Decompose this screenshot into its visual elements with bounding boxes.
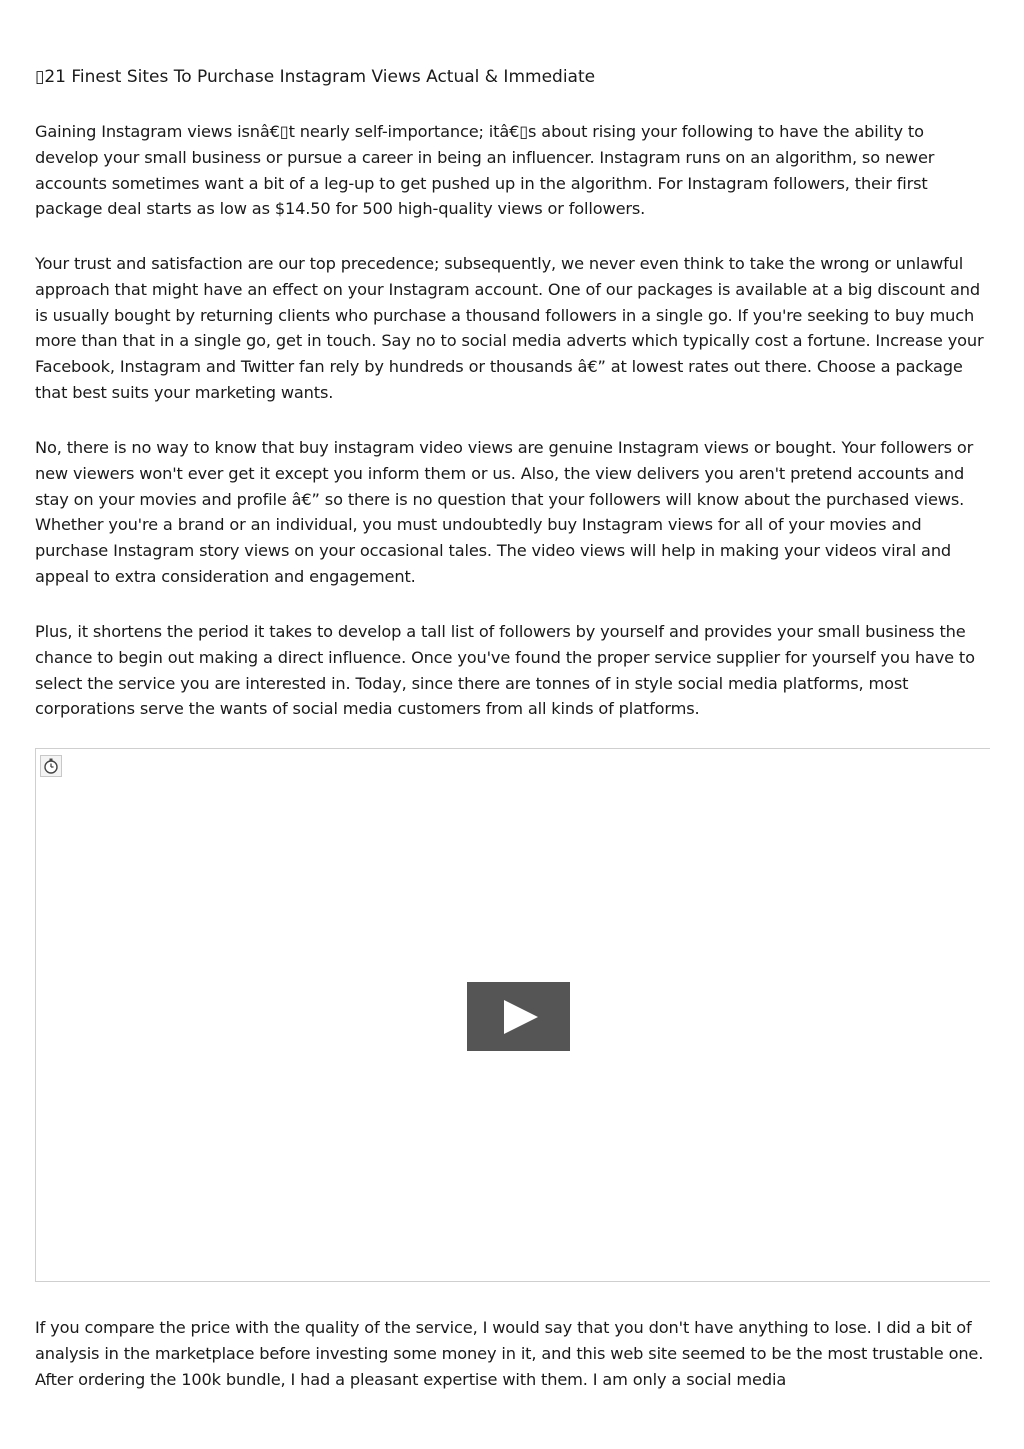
title-text: 21 Finest Sites To Purchase Instagram Views Actual & Immediate: [44, 67, 596, 87]
video-player[interactable]: [35, 748, 990, 1282]
paragraph-5: If you compare the price with the quality of the service, I would say that you don't have anything to lose. I did a bit of analysis in the marketplace before investing some money in it, and this web site seemed to be the most trustable one. After ordering the 100k bundle, I had a pleasant expertise with them. I am only a social media: [35, 1318, 984, 1389]
timer-icon: [40, 755, 62, 777]
timer-icon-graphic: [41, 756, 61, 776]
paragraph-3: No, there is no way to know that buy instagram video views are genuine Instagram views or bought. Your followers or new viewers won't ever get it except you inform them or us. Also, the view delivers you aren't pretend accounts and stay on your movies and profile â€” so there is no question that your followers will know about the purchased views. Whether you're a brand or an individual, you must undoubtedly buy Instagram views for all of your movies and purchase Instagram story views on your occasional tales. The video views will help in making your videos viral and appeal to extra consideration and engagement.: [35, 438, 974, 586]
paragraph-4: Plus, it shortens the period it takes to develop a tall list of followers by yourself and provides your small business the chance to begin out making a direct influence. Once you've found the proper service supplier for yourself you have to select the service you are interested in. Today, since there are tonnes of in style social media platforms, most corporations serve the wants of social media customers from all kinds of platforms.: [35, 622, 975, 719]
page-title: [35, 64, 595, 90]
play-button[interactable]: [467, 982, 570, 1051]
play-icon: [504, 1000, 538, 1034]
paragraph-2: Your trust and satisfaction are our top precedence; subsequently, we never even think to take the wrong or unlawful approach that might have an effect on your Instagram account. One of our packages is available at a big discount and is usually bought by returning clients who purchase a thousand followers in a single go. If you're seeking to buy much more than that in a single go, get in touch. Say no to social media adverts which typically cost a fortune. Increase your Facebook, Instagram and Twitter fan rely by hundreds or thousands â€” at lowest rates out there. Choose a package that best suits your marketing wants.: [35, 254, 984, 402]
title-prefix-glyph: ▯: [35, 67, 45, 87]
paragraph-1: Gaining Instagram views isnâ€▯t nearly self-importance; itâ€▯s about rising your following to have the ability to develop your small business or pursue a career in being an influencer. Instagram runs on an algorithm, so newer accounts sometimes want a bit of a leg-up to get pushed up in the algorithm. For Instagram followers, their first package deal starts as low as $14.50 for 500 high-quality views or followers.: [35, 122, 935, 219]
